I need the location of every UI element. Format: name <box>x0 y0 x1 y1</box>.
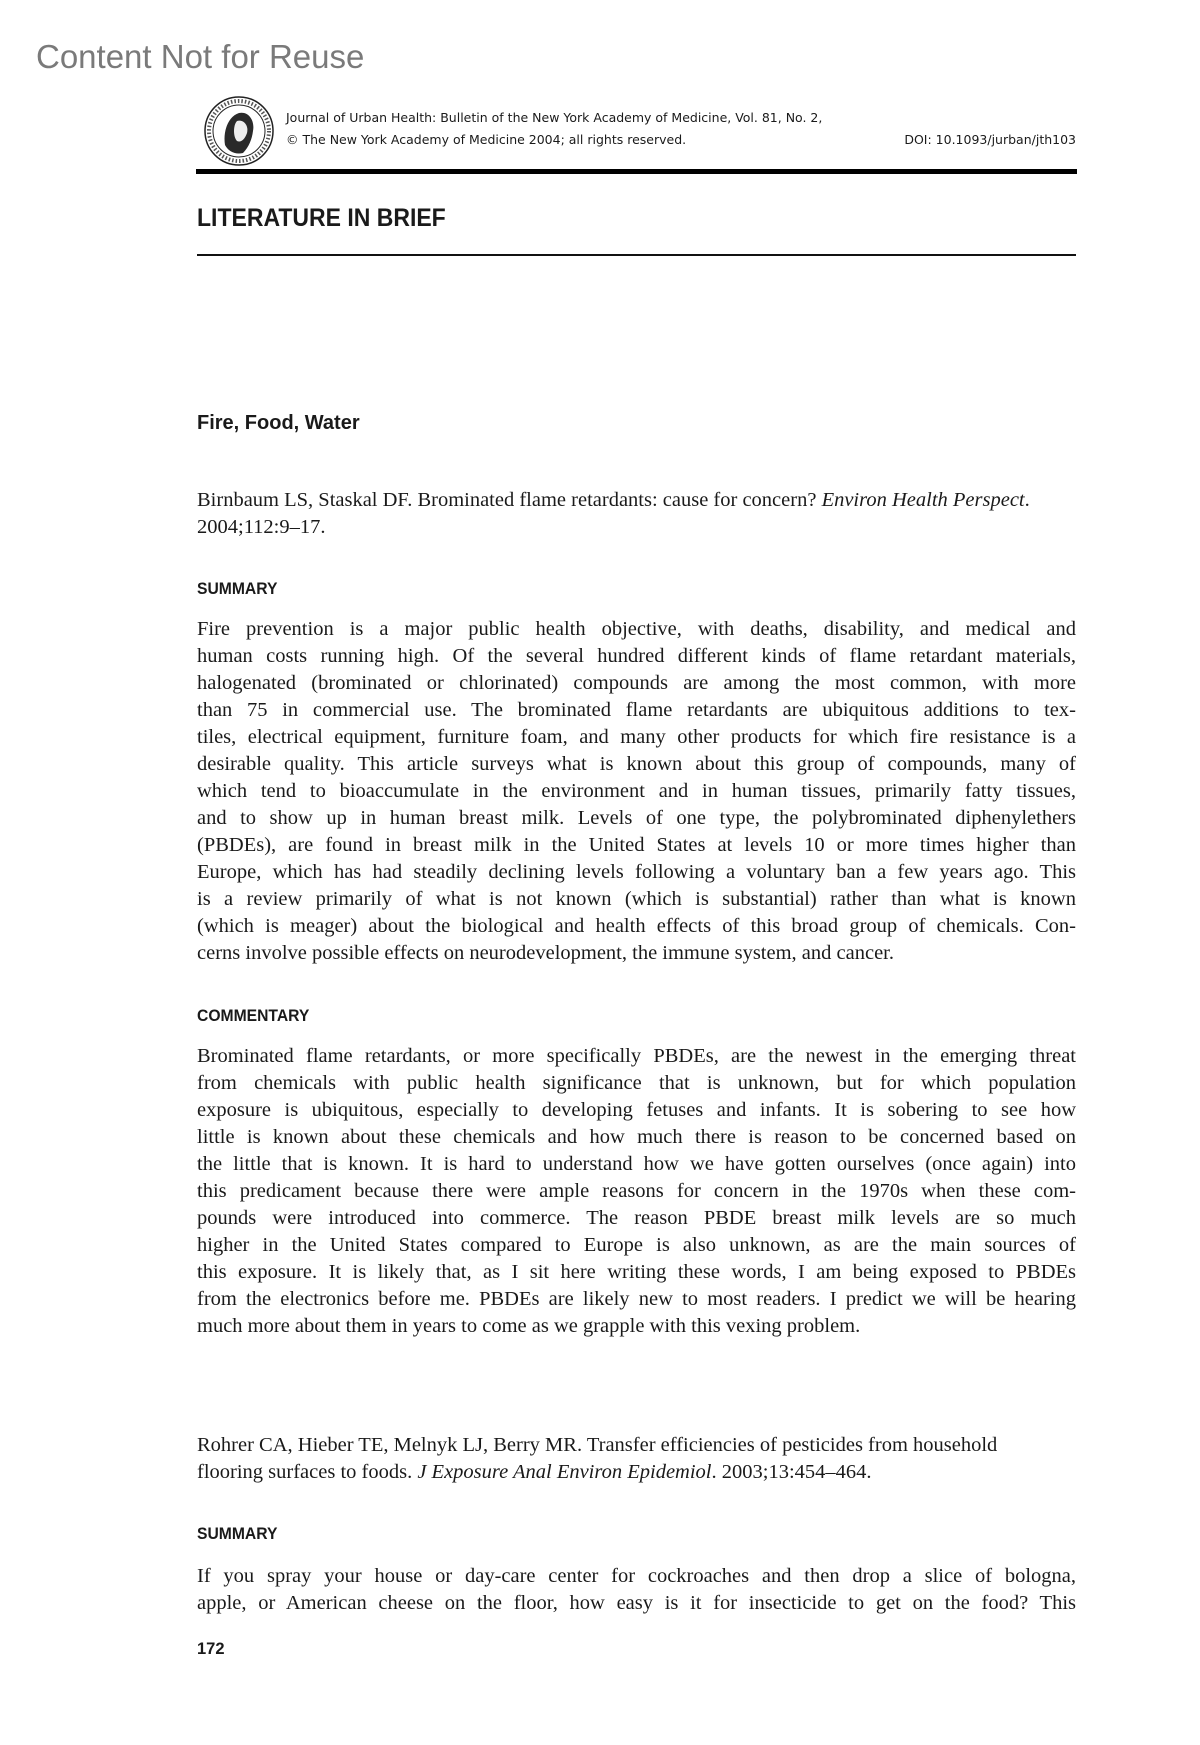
text-line: from chemicals with public health significance that is unknown, but for which population <box>197 1072 1076 1094</box>
text-line: tiles, electrical equipment, furniture foam, and many other products for which fire resistance is a <box>197 726 1076 748</box>
text-line: apple, or American cheese on the floor, how easy is it for insecticide to get on the food? This <box>197 1592 1076 1614</box>
text-line: this exposure. It is likely that, as I sit here writing these words, I am being exposed to PBDEs <box>197 1261 1076 1283</box>
text-line: than 75 in commercial use. The brominated flame retardants are ubiquitous additions to tex- <box>197 699 1076 721</box>
citation-journal: Environ Health Perspect <box>821 489 1025 511</box>
text-line: (which is meager) about the biological and health effects of this broad group of chemicals. Con- <box>197 915 1076 937</box>
summary-heading: SUMMARY <box>197 1525 278 1543</box>
text-line: (PBDEs), are found in breast milk in the United States at levels 10 or more times higher than <box>197 834 1076 856</box>
text-line: Fire prevention is a major public health objective, with deaths, disability, and medical and <box>197 618 1076 640</box>
text-line: If you spray your house or day-care center for cockroaches and then drop a slice of bologna, <box>197 1565 1076 1587</box>
copyright-notice: © The New York Academy of Medicine 2004; all rights reserved. <box>286 132 687 147</box>
citation-details: . 2003;13:454–464. <box>711 1461 872 1483</box>
citation-authors: Rohrer CA, Hieber TE, Melnyk LJ, Berry MR. Transfer efficiencies of pesticides from household flooring surfaces to foods. <box>197 1434 998 1483</box>
section-rule <box>197 254 1076 256</box>
text-line: and to show up in human breast milk. Levels of one type, the polybrominated diphenylethers <box>197 807 1076 829</box>
text-line: desirable quality. This article surveys what is known about this group of compounds, many of <box>197 753 1076 775</box>
doi: DOI: 10.1093/jurban/jth103 <box>904 132 1076 147</box>
citation-authors: Birnbaum LS, Staskal DF. Brominated flame retardants: cause for concern? <box>197 489 822 511</box>
page-number: 172 <box>197 1640 225 1658</box>
citation-1 <box>197 487 1076 541</box>
watermark: Content Not for Reuse <box>36 38 365 75</box>
text-line: higher in the United States compared to Europe is also unknown, as are the main sources of <box>197 1234 1076 1256</box>
commentary-paragraph <box>197 1043 1076 1340</box>
text-line: pounds were introduced into commerce. The reason PBDE breast milk levels are so much <box>197 1207 1076 1229</box>
text-line: the little that is known. It is hard to understand how we have gotten ourselves (once again) into <box>197 1153 1076 1175</box>
journal-info: Journal of Urban Health: Bulletin of the New York Academy of Medicine, Vol. 81, No. 2, <box>286 110 823 125</box>
summary-heading: SUMMARY <box>197 580 278 598</box>
text-line: exposure is ubiquitous, especially to developing fetuses and infants. It is sobering to see how <box>197 1099 1076 1121</box>
text-line: Brominated flame retardants, or more specifically PBDEs, are the newest in the emerging threat <box>197 1045 1076 1067</box>
citation-journal: J Exposure Anal Environ Epidemiol <box>417 1461 712 1483</box>
text-line: this predicament because there were ample reasons for concern in the 1970s when these com- <box>197 1180 1076 1202</box>
text-line: much more about them in years to come as we grapple with this vexing problem. <box>197 1315 861 1337</box>
text-line: which tend to bioaccumulate in the environment and in human tissues, primarily fatty tissues, <box>197 780 1076 802</box>
section-title: LITERATURE IN BRIEF <box>197 204 446 232</box>
text-line: Europe, which has had steadily declining levels following a voluntary ban a few years ago. This <box>197 861 1076 883</box>
summary-paragraph <box>197 616 1076 967</box>
header-rule <box>196 169 1077 174</box>
citation-details: . 2004;112:9–17. <box>197 489 1030 538</box>
text-line: little is known about these chemicals and how much there is reason to be concerned based on <box>197 1126 1076 1148</box>
text-line: is a review primarily of what is not known (which is substantial) rather than what is known <box>197 888 1076 910</box>
citation-2 <box>197 1432 1057 1486</box>
text-line: cerns involve possible effects on neurodevelopment, the immune system, and cancer. <box>197 942 894 964</box>
summary-paragraph <box>197 1563 1076 1617</box>
article-title: Fire, Food, Water <box>197 412 360 434</box>
text-line: from the electronics before me. PBDEs are likely new to most readers. I predict we will be hearing <box>197 1288 1076 1310</box>
journal-seal-logo <box>203 95 275 167</box>
commentary-heading: COMMENTARY <box>197 1007 310 1025</box>
text-line: human costs running high. Of the several hundred different kinds of flame retardant materials, <box>197 645 1076 667</box>
text-line: halogenated (brominated or chlorinated) compounds are among the most common, with more <box>197 672 1076 694</box>
